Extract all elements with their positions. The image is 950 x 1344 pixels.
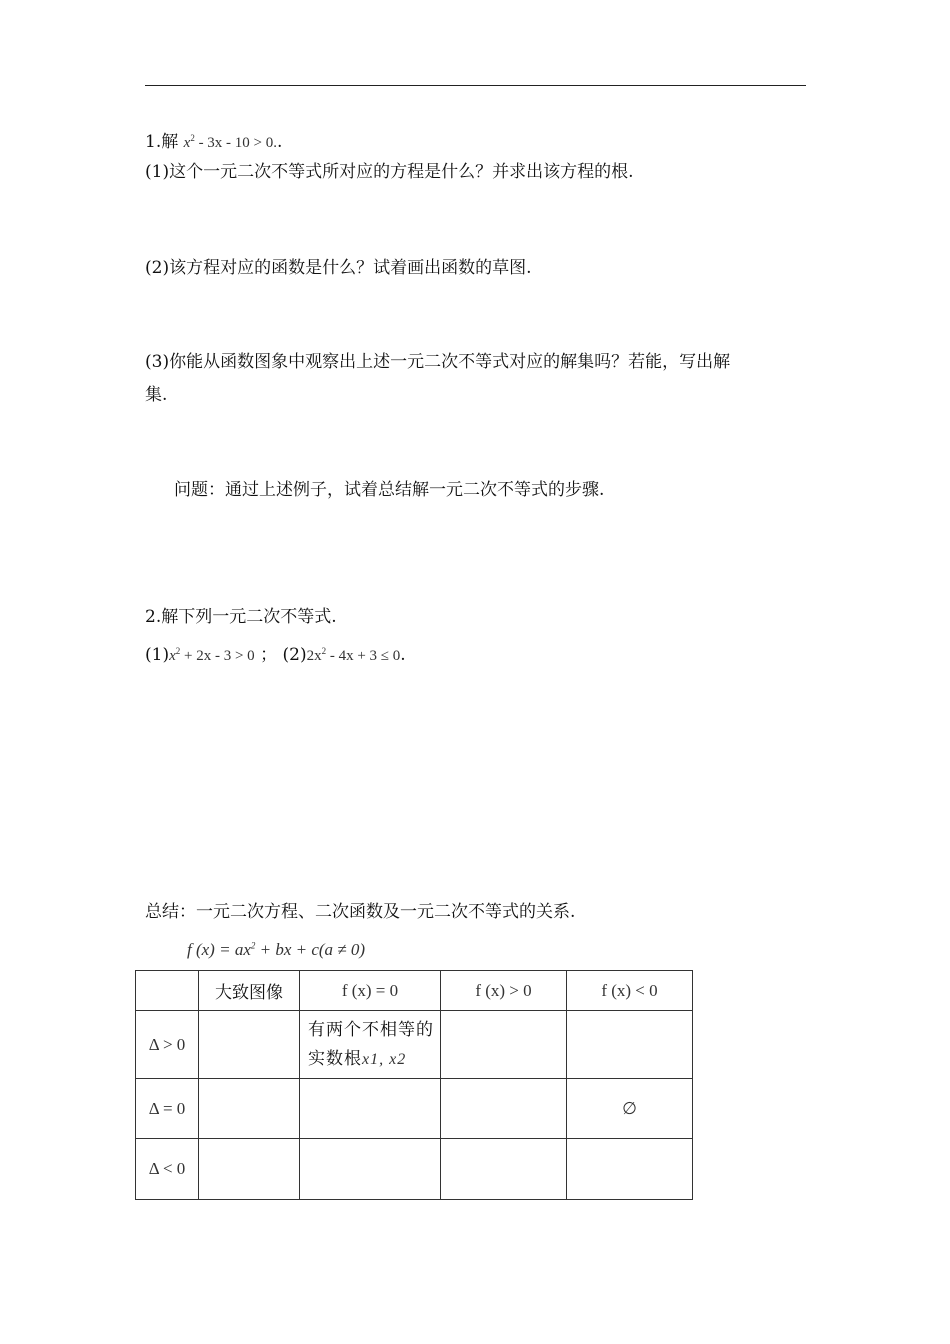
q2-title: 2.解下列一元二次不等式. [145, 607, 337, 627]
table-header-eq: f (x) = 0 [300, 971, 441, 1011]
q1-part3-line1: (3)你能从函数图象中观察出上述一元二次不等式对应的解集吗？若能，写出解 [145, 352, 731, 372]
summary-formula: f $(x) = ax^2$ + bx + c(a ≠ 0) [187, 939, 366, 959]
table-cell [441, 1011, 567, 1079]
table-header-lt: f (x) < 0 [567, 971, 693, 1011]
empty-set-symbol: ∅ [567, 1079, 693, 1139]
q1-title: 1.解 $x^2 - 3x - 10 > 0$.. [145, 132, 283, 152]
row-label: Δ > 0 [136, 1011, 199, 1079]
table-cell-roots: 有两个不相等的实数根x1, x2 [300, 1011, 441, 1079]
q1-part1: (1)这个一元二次不等式所对应的方程是什么？并求出该方程的根. [145, 162, 634, 182]
q1-part3-line2: 集. [145, 385, 168, 405]
table-row [136, 1139, 693, 1200]
q1-part2: (2)该方程对应的函数是什么？试着画出函数的草图. [145, 258, 532, 278]
table-header-empty [136, 971, 199, 1011]
relation-table [135, 970, 693, 1200]
row-label: Δ < 0 [136, 1139, 199, 1200]
table-cell [300, 1139, 441, 1200]
summary-title: 总结：一元二次方程、二次函数及一元二次不等式的关系. [145, 902, 576, 922]
question-text: 问题：通过上述例子，试着总结解一元二次不等式的步骤. [174, 480, 605, 500]
q1-inequality: $x^2 - 3x - 10 > 0$. [183, 133, 278, 151]
row-label: Δ = 0 [136, 1079, 199, 1139]
table-header-gt: f (x) > 0 [441, 971, 567, 1011]
table-header-graph: 大致图像 [199, 971, 300, 1011]
table-cell [567, 1139, 693, 1200]
table-row [136, 1079, 693, 1139]
table-cell [441, 1139, 567, 1200]
table-cell [199, 1139, 300, 1200]
table-cell [441, 1079, 567, 1139]
table-cell [199, 1011, 300, 1079]
header-rule [145, 85, 806, 86]
table-row [136, 1011, 693, 1079]
table-cell [567, 1011, 693, 1079]
table-cell [199, 1079, 300, 1139]
table-cell [300, 1079, 441, 1139]
q2-problems: $(1)x^2 + 2x - 3 > 0$ ； $(2)2x^2 - 4x + 3 \le 0$. [145, 645, 406, 665]
